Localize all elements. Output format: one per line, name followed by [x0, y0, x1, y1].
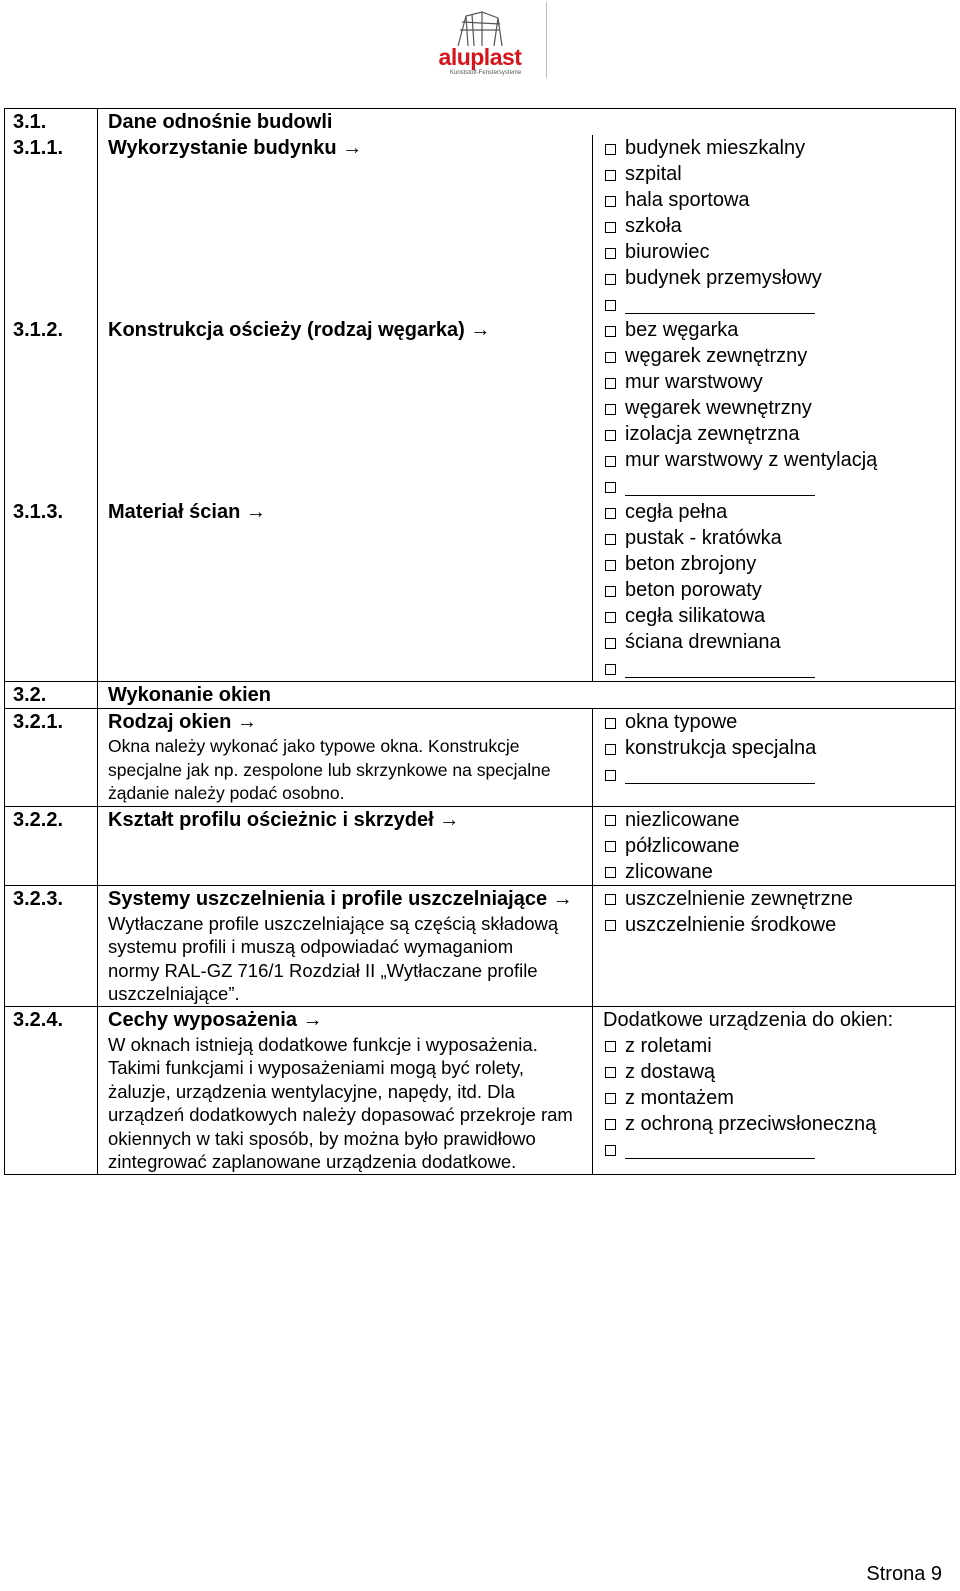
checkbox-icon[interactable] — [605, 841, 616, 852]
checkbox-option[interactable]: z montażem — [603, 1085, 955, 1111]
arrow-icon: → — [470, 319, 491, 341]
table-row — [5, 709, 956, 807]
table-row — [5, 317, 956, 499]
section-title: Wykorzystanie budynku — [108, 137, 337, 159]
checkbox-icon[interactable] — [605, 744, 616, 755]
options-list — [593, 1006, 956, 1174]
options-list — [593, 709, 956, 807]
checkbox-option[interactable]: uszczelnienie środkowe — [603, 912, 955, 938]
options-list — [593, 135, 956, 317]
checkbox-option[interactable]: beton porowaty — [603, 577, 955, 603]
section-description — [98, 806, 593, 885]
table-row — [5, 499, 956, 682]
section-note: Wytłaczane profile uszczelniające są częścią składową systemu profili i muszą odpowiadać wymaganiom normy RAL-GZ 716/1 Rozdział II „Wytłaczane profile uszczelniające”. — [108, 912, 559, 1004]
checkbox-option[interactable]: bez węgarka — [603, 317, 955, 343]
section-description — [98, 135, 593, 317]
arrow-icon: → — [236, 711, 257, 733]
table-row — [5, 682, 956, 709]
section-title: Materiał ścian — [108, 501, 241, 523]
section-title: Kształt profilu ościeżnic i skrzydeł — [108, 808, 434, 831]
window-frame-icon — [420, 8, 540, 48]
checkbox-option[interactable]: mur warstwowy z wentylacją — [603, 447, 955, 473]
logo-divider — [546, 2, 547, 78]
checkbox-icon[interactable] — [605, 770, 616, 781]
section-description — [98, 709, 593, 807]
section-title: Systemy uszczelnienia i profile uszczelniające — [108, 887, 548, 910]
checkbox-option-other[interactable] — [603, 473, 955, 499]
checkbox-icon[interactable] — [605, 534, 616, 545]
checkbox-option-other[interactable] — [603, 291, 955, 317]
checkbox-icon[interactable] — [605, 430, 616, 441]
checkbox-option[interactable]: biurowiec — [603, 239, 955, 265]
section-number: 3.2.1. — [5, 709, 98, 807]
checkbox-icon[interactable] — [605, 894, 616, 905]
checkbox-option[interactable]: półzlicowane — [603, 833, 955, 859]
section-number: 3.1.3. — [5, 499, 98, 682]
arrow-icon: → — [302, 1008, 323, 1031]
checkbox-icon[interactable] — [605, 586, 616, 597]
checkbox-option-other[interactable] — [603, 1137, 955, 1163]
checkbox-icon[interactable] — [605, 144, 616, 155]
checkbox-option[interactable]: z ochroną przeciwsłoneczną — [603, 1111, 955, 1137]
checkbox-option[interactable]: beton zbrojony — [603, 551, 955, 577]
section-number: 3.2.3. — [5, 885, 98, 1006]
checkbox-icon[interactable] — [605, 248, 616, 259]
checkbox-option[interactable]: budynek przemysłowy — [603, 265, 955, 291]
checkbox-option[interactable]: węgarek wewnętrzny — [603, 395, 955, 421]
checkbox-icon[interactable] — [605, 867, 616, 878]
checkbox-icon[interactable] — [605, 170, 616, 181]
checkbox-option[interactable]: ściana drewniana — [603, 629, 955, 655]
checkbox-icon[interactable] — [605, 274, 616, 285]
checkbox-icon[interactable] — [605, 1041, 616, 1052]
checkbox-icon[interactable] — [605, 326, 616, 337]
section-note: W oknach istnieją dodatkowe funkcje i wyposażenia. Takimi funkcjami i wyposażeniami mogą być rolety, żaluzje, urządzenia wentylacyjne, napędy, itd. Dla urządzeń dodatkowych należy dopasować przekroje ram okiennych w taki sposób, by można było prawidłowo zintegrować zaplanowane urządzenia dodatkowe. — [108, 1033, 573, 1172]
options-list — [593, 806, 956, 885]
table-row — [5, 885, 956, 1006]
section-title: Cechy wyposażenia — [108, 1008, 297, 1031]
options-heading: Dodatkowe urządzenia do okien: — [603, 1008, 894, 1031]
logo-text: aluplast — [438, 44, 522, 70]
checkbox-option[interactable]: hala sportowa — [603, 187, 955, 213]
checkbox-icon[interactable] — [605, 196, 616, 207]
arrow-icon: → — [342, 137, 363, 159]
section-title: Dane odnośnie budowli — [98, 109, 956, 136]
checkbox-option[interactable]: konstrukcja specjalna — [603, 735, 955, 761]
checkbox-icon[interactable] — [605, 508, 616, 519]
checkbox-icon[interactable] — [605, 352, 616, 363]
blank-fill-line[interactable] — [625, 477, 815, 496]
checkbox-option-other[interactable] — [603, 761, 955, 787]
options-list — [593, 885, 956, 1006]
options-list — [593, 499, 956, 682]
checkbox-icon[interactable] — [605, 560, 616, 571]
arrow-icon: → — [552, 887, 573, 910]
table-row — [5, 1006, 956, 1174]
blank-fill-line[interactable] — [625, 765, 815, 784]
checkbox-icon[interactable] — [605, 638, 616, 649]
checkbox-option[interactable]: niezlicowane — [603, 807, 955, 833]
checkbox-icon[interactable] — [605, 664, 616, 675]
checkbox-option[interactable]: pustak - kratówka — [603, 525, 955, 551]
section-number: 3.1. — [5, 109, 98, 136]
checkbox-option[interactable]: szpital — [603, 161, 955, 187]
section-description — [98, 1006, 593, 1174]
checkbox-icon[interactable] — [605, 718, 616, 729]
arrow-icon: → — [439, 808, 460, 831]
arrow-icon: → — [245, 501, 266, 523]
checkbox-icon[interactable] — [605, 482, 616, 493]
checkbox-option[interactable]: okna typowe — [603, 709, 955, 735]
section-title: Wykonanie okien — [98, 682, 956, 709]
checkbox-icon[interactable] — [605, 920, 616, 931]
section-description — [98, 317, 593, 499]
blank-fill-line[interactable] — [625, 1140, 815, 1159]
checkbox-icon[interactable] — [605, 222, 616, 233]
section-note: Okna należy wykonać jako typowe okna. Konstrukcje specjalne jak np. zespolone lub skrzynkowe na specjalne żądanie należy podać osobno. — [108, 736, 551, 803]
checkbox-icon[interactable] — [605, 1067, 616, 1078]
blank-fill-line[interactable] — [625, 659, 815, 678]
checkbox-icon[interactable] — [605, 404, 616, 415]
table-row — [5, 135, 956, 317]
section-number: 3.1.1. — [5, 135, 98, 317]
section-title: Rodzaj okien — [108, 711, 232, 733]
options-list — [593, 317, 956, 499]
checkbox-option[interactable]: węgarek zewnętrzny — [603, 343, 955, 369]
checkbox-option[interactable]: uszczelnienie zewnętrzne — [603, 886, 955, 912]
checkbox-option[interactable]: z roletami — [603, 1033, 955, 1059]
checkbox-option[interactable]: cegła silikatowa — [603, 603, 955, 629]
section-description — [98, 499, 593, 682]
section-number: 3.2.2. — [5, 806, 98, 885]
checkbox-icon[interactable] — [605, 1145, 616, 1156]
page-number: Strona 9 — [866, 1563, 942, 1585]
section-title: Konstrukcja ościeży (rodzaj węgarka) — [108, 319, 465, 341]
section-number: 3.2.4. — [5, 1006, 98, 1174]
checkbox-option[interactable]: szkoła — [603, 213, 955, 239]
section-number: 3.1.2. — [5, 317, 98, 499]
checkbox-icon[interactable] — [605, 300, 616, 311]
checkbox-option[interactable]: izolacja zewnętrzna — [603, 421, 955, 447]
checkbox-icon[interactable] — [605, 1119, 616, 1130]
specification-table — [4, 108, 956, 1175]
checkbox-icon[interactable] — [605, 815, 616, 826]
checkbox-option[interactable]: zlicowane — [603, 859, 955, 885]
table-row — [5, 109, 956, 136]
aluplast-logo — [420, 8, 550, 80]
checkbox-icon[interactable] — [605, 378, 616, 389]
blank-fill-line[interactable] — [625, 295, 815, 314]
checkbox-icon[interactable] — [605, 456, 616, 467]
section-description — [98, 885, 593, 1006]
checkbox-option[interactable]: budynek mieszkalny — [603, 135, 955, 161]
logo-subtitle: Kunststoff-Fenstersysteme — [450, 70, 522, 76]
checkbox-option[interactable]: mur warstwowy — [603, 369, 955, 395]
checkbox-option[interactable]: z dostawą — [603, 1059, 955, 1085]
section-number: 3.2. — [5, 682, 98, 709]
table-row — [5, 806, 956, 885]
checkbox-icon[interactable] — [605, 1093, 616, 1104]
checkbox-icon[interactable] — [605, 612, 616, 623]
checkbox-option-other[interactable] — [603, 655, 955, 681]
checkbox-option[interactable]: cegła pełna — [603, 499, 955, 525]
